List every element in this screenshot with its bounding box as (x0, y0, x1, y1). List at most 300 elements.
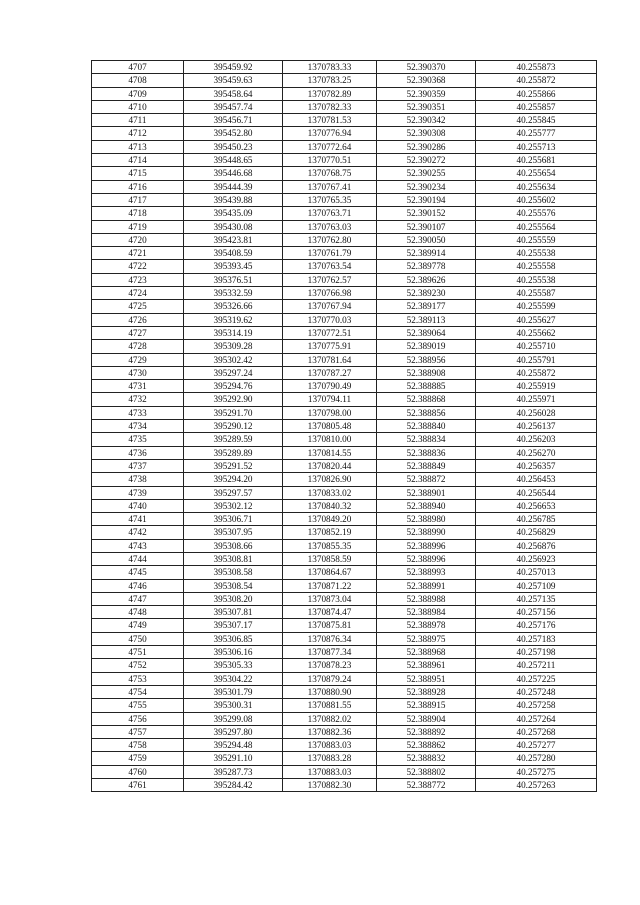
latitude-cell: 52.390255 (377, 167, 476, 180)
table-row (92, 579, 597, 592)
longitude-cell: 40.256203 (476, 433, 597, 446)
x-coordinate-cell: 395305.33 (184, 659, 283, 672)
table-row (92, 127, 597, 140)
y-coordinate-cell: 1370772.51 (283, 326, 377, 339)
x-coordinate-cell: 395306.71 (184, 513, 283, 526)
latitude-cell: 52.388849 (377, 459, 476, 472)
table-row (92, 486, 597, 499)
x-coordinate-cell: 395291.70 (184, 406, 283, 419)
point-number-cell: 4759 (92, 752, 184, 765)
x-coordinate-cell: 395291.52 (184, 459, 283, 472)
x-coordinate-cell: 395284.42 (184, 779, 283, 792)
y-coordinate-cell: 1370882.30 (283, 779, 377, 792)
longitude-cell: 40.255602 (476, 193, 597, 206)
table-row (92, 380, 597, 393)
y-coordinate-cell: 1370794.11 (283, 393, 377, 406)
point-number-cell: 4753 (92, 672, 184, 685)
point-number-cell: 4737 (92, 459, 184, 472)
point-number-cell: 4707 (92, 61, 184, 74)
y-coordinate-cell: 1370833.02 (283, 486, 377, 499)
point-number-cell: 4745 (92, 566, 184, 579)
x-coordinate-cell: 395290.12 (184, 420, 283, 433)
y-coordinate-cell: 1370767.94 (283, 300, 377, 313)
point-number-cell: 4756 (92, 712, 184, 725)
x-coordinate-cell: 395300.31 (184, 699, 283, 712)
point-number-cell: 4751 (92, 646, 184, 659)
latitude-cell: 52.388915 (377, 699, 476, 712)
x-coordinate-cell: 395326.66 (184, 300, 283, 313)
latitude-cell: 52.390272 (377, 154, 476, 167)
x-coordinate-cell: 395302.42 (184, 353, 283, 366)
y-coordinate-cell: 1370763.71 (283, 207, 377, 220)
x-coordinate-cell: 395435.09 (184, 207, 283, 220)
point-number-cell: 4750 (92, 632, 184, 645)
point-number-cell: 4721 (92, 247, 184, 260)
point-number-cell: 4730 (92, 366, 184, 379)
point-number-cell: 4724 (92, 287, 184, 300)
longitude-cell: 40.255857 (476, 100, 597, 113)
y-coordinate-cell: 1370770.51 (283, 154, 377, 167)
point-number-cell: 4736 (92, 446, 184, 459)
longitude-cell: 40.255791 (476, 353, 597, 366)
latitude-cell: 52.388885 (377, 380, 476, 393)
x-coordinate-cell: 395308.58 (184, 566, 283, 579)
x-coordinate-cell: 395408.59 (184, 247, 283, 260)
y-coordinate-cell: 1370810.00 (283, 433, 377, 446)
point-number-cell: 4717 (92, 193, 184, 206)
point-number-cell: 4728 (92, 340, 184, 353)
latitude-cell: 52.388928 (377, 685, 476, 698)
longitude-cell: 40.257135 (476, 592, 597, 605)
longitude-cell: 40.255538 (476, 273, 597, 286)
y-coordinate-cell: 1370761.79 (283, 247, 377, 260)
table-row (92, 646, 597, 659)
y-coordinate-cell: 1370763.03 (283, 220, 377, 233)
y-coordinate-cell: 1370776.94 (283, 127, 377, 140)
table-row (92, 685, 597, 698)
x-coordinate-cell: 395294.48 (184, 739, 283, 752)
longitude-cell: 40.256137 (476, 420, 597, 433)
point-number-cell: 4743 (92, 539, 184, 552)
latitude-cell: 52.388984 (377, 606, 476, 619)
x-coordinate-cell: 395308.66 (184, 539, 283, 552)
point-number-cell: 4722 (92, 260, 184, 273)
longitude-cell: 40.256876 (476, 539, 597, 552)
latitude-cell: 52.389778 (377, 260, 476, 273)
latitude-cell: 52.389914 (377, 247, 476, 260)
x-coordinate-cell: 395430.08 (184, 220, 283, 233)
table-row (92, 114, 597, 127)
table-row (92, 247, 597, 260)
latitude-cell: 52.388968 (377, 646, 476, 659)
x-coordinate-cell: 395307.17 (184, 619, 283, 632)
latitude-cell: 52.390368 (377, 74, 476, 87)
latitude-cell: 52.390050 (377, 233, 476, 246)
y-coordinate-cell: 1370775.91 (283, 340, 377, 353)
y-coordinate-cell: 1370855.35 (283, 539, 377, 552)
latitude-cell: 52.388832 (377, 752, 476, 765)
table-row (92, 433, 597, 446)
latitude-cell: 52.389230 (377, 287, 476, 300)
point-number-cell: 4712 (92, 127, 184, 140)
latitude-cell: 52.388991 (377, 579, 476, 592)
table-row (92, 74, 597, 87)
y-coordinate-cell: 1370883.03 (283, 765, 377, 778)
latitude-cell: 52.388892 (377, 725, 476, 738)
latitude-cell: 52.388990 (377, 526, 476, 539)
longitude-cell: 40.257109 (476, 579, 597, 592)
latitude-cell: 52.390370 (377, 61, 476, 74)
latitude-cell: 52.389113 (377, 313, 476, 326)
x-coordinate-cell: 395308.54 (184, 579, 283, 592)
y-coordinate-cell: 1370768.75 (283, 167, 377, 180)
coordinates-table-body (92, 61, 597, 792)
point-number-cell: 4725 (92, 300, 184, 313)
point-number-cell: 4744 (92, 552, 184, 565)
longitude-cell: 40.257277 (476, 739, 597, 752)
y-coordinate-cell: 1370883.28 (283, 752, 377, 765)
x-coordinate-cell: 395307.95 (184, 526, 283, 539)
latitude-cell: 52.388802 (377, 765, 476, 778)
longitude-cell: 40.257268 (476, 725, 597, 738)
x-coordinate-cell: 395439.88 (184, 193, 283, 206)
table-row (92, 326, 597, 339)
y-coordinate-cell: 1370814.55 (283, 446, 377, 459)
table-row (92, 725, 597, 738)
longitude-cell: 40.255654 (476, 167, 597, 180)
x-coordinate-cell: 395301.79 (184, 685, 283, 698)
table-row (92, 340, 597, 353)
longitude-cell: 40.257225 (476, 672, 597, 685)
longitude-cell: 40.257248 (476, 685, 597, 698)
x-coordinate-cell: 395446.68 (184, 167, 283, 180)
table-row (92, 300, 597, 313)
latitude-cell: 52.388901 (377, 486, 476, 499)
y-coordinate-cell: 1370781.53 (283, 114, 377, 127)
y-coordinate-cell: 1370849.20 (283, 513, 377, 526)
table-row (92, 712, 597, 725)
y-coordinate-cell: 1370871.22 (283, 579, 377, 592)
point-number-cell: 4739 (92, 486, 184, 499)
longitude-cell: 40.255919 (476, 380, 597, 393)
y-coordinate-cell: 1370766.98 (283, 287, 377, 300)
longitude-cell: 40.257156 (476, 606, 597, 619)
table-row (92, 592, 597, 605)
latitude-cell: 52.388996 (377, 539, 476, 552)
x-coordinate-cell: 395308.20 (184, 592, 283, 605)
x-coordinate-cell: 395289.89 (184, 446, 283, 459)
longitude-cell: 40.255564 (476, 220, 597, 233)
y-coordinate-cell: 1370858.59 (283, 552, 377, 565)
table-row (92, 313, 597, 326)
x-coordinate-cell: 395297.80 (184, 725, 283, 738)
point-number-cell: 4758 (92, 739, 184, 752)
x-coordinate-cell: 395459.92 (184, 61, 283, 74)
table-row (92, 393, 597, 406)
table-row (92, 353, 597, 366)
table-row (92, 366, 597, 379)
y-coordinate-cell: 1370883.03 (283, 739, 377, 752)
latitude-cell: 52.390107 (377, 220, 476, 233)
x-coordinate-cell: 395444.39 (184, 180, 283, 193)
point-number-cell: 4749 (92, 619, 184, 632)
table-row (92, 499, 597, 512)
y-coordinate-cell: 1370882.36 (283, 725, 377, 738)
x-coordinate-cell: 395332.59 (184, 287, 283, 300)
point-number-cell: 4723 (92, 273, 184, 286)
x-coordinate-cell: 395287.73 (184, 765, 283, 778)
latitude-cell: 52.388836 (377, 446, 476, 459)
latitude-cell: 52.388856 (377, 406, 476, 419)
longitude-cell: 40.256544 (476, 486, 597, 499)
latitude-cell: 52.388868 (377, 393, 476, 406)
latitude-cell: 52.388951 (377, 672, 476, 685)
longitude-cell: 40.255662 (476, 326, 597, 339)
latitude-cell: 52.388975 (377, 632, 476, 645)
longitude-cell: 40.256028 (476, 406, 597, 419)
longitude-cell: 40.255599 (476, 300, 597, 313)
latitude-cell: 52.390234 (377, 180, 476, 193)
longitude-cell: 40.256785 (476, 513, 597, 526)
y-coordinate-cell: 1370879.24 (283, 672, 377, 685)
y-coordinate-cell: 1370767.41 (283, 180, 377, 193)
point-number-cell: 4734 (92, 420, 184, 433)
x-coordinate-cell: 395459.63 (184, 74, 283, 87)
coordinates-table (91, 60, 597, 792)
longitude-cell: 40.257176 (476, 619, 597, 632)
table-row (92, 566, 597, 579)
table-row (92, 167, 597, 180)
y-coordinate-cell: 1370782.89 (283, 87, 377, 100)
y-coordinate-cell: 1370826.90 (283, 473, 377, 486)
x-coordinate-cell: 395309.28 (184, 340, 283, 353)
latitude-cell: 52.388940 (377, 499, 476, 512)
latitude-cell: 52.388840 (377, 420, 476, 433)
x-coordinate-cell: 395314.19 (184, 326, 283, 339)
point-number-cell: 4732 (92, 393, 184, 406)
x-coordinate-cell: 395294.76 (184, 380, 283, 393)
longitude-cell: 40.255559 (476, 233, 597, 246)
x-coordinate-cell: 395306.85 (184, 632, 283, 645)
latitude-cell: 52.389064 (377, 326, 476, 339)
longitude-cell: 40.255845 (476, 114, 597, 127)
point-number-cell: 4710 (92, 100, 184, 113)
latitude-cell: 52.388956 (377, 353, 476, 366)
longitude-cell: 40.256453 (476, 473, 597, 486)
y-coordinate-cell: 1370805.48 (283, 420, 377, 433)
x-coordinate-cell: 395456.71 (184, 114, 283, 127)
table-row (92, 446, 597, 459)
x-coordinate-cell: 395297.24 (184, 366, 283, 379)
table-row (92, 539, 597, 552)
y-coordinate-cell: 1370876.34 (283, 632, 377, 645)
point-number-cell: 4738 (92, 473, 184, 486)
point-number-cell: 4714 (92, 154, 184, 167)
latitude-cell: 52.388834 (377, 433, 476, 446)
x-coordinate-cell: 395289.59 (184, 433, 283, 446)
latitude-cell: 52.388872 (377, 473, 476, 486)
longitude-cell: 40.256653 (476, 499, 597, 512)
latitude-cell: 52.388980 (377, 513, 476, 526)
latitude-cell: 52.390152 (377, 207, 476, 220)
latitude-cell: 52.388988 (377, 592, 476, 605)
table-row (92, 61, 597, 74)
x-coordinate-cell: 395423.81 (184, 233, 283, 246)
longitude-cell: 40.255713 (476, 140, 597, 153)
latitude-cell: 52.388904 (377, 712, 476, 725)
point-number-cell: 4719 (92, 220, 184, 233)
point-number-cell: 4755 (92, 699, 184, 712)
latitude-cell: 52.390194 (377, 193, 476, 206)
x-coordinate-cell: 395308.81 (184, 552, 283, 565)
point-number-cell: 4746 (92, 579, 184, 592)
y-coordinate-cell: 1370852.19 (283, 526, 377, 539)
latitude-cell: 52.390359 (377, 87, 476, 100)
y-coordinate-cell: 1370783.33 (283, 61, 377, 74)
y-coordinate-cell: 1370782.33 (283, 100, 377, 113)
table-row (92, 207, 597, 220)
latitude-cell: 52.388961 (377, 659, 476, 672)
y-coordinate-cell: 1370882.02 (283, 712, 377, 725)
longitude-cell: 40.255710 (476, 340, 597, 353)
x-coordinate-cell: 395302.12 (184, 499, 283, 512)
longitude-cell: 40.255866 (476, 87, 597, 100)
point-number-cell: 4709 (92, 87, 184, 100)
point-number-cell: 4727 (92, 326, 184, 339)
table-row (92, 513, 597, 526)
point-number-cell: 4708 (92, 74, 184, 87)
table-row (92, 552, 597, 565)
x-coordinate-cell: 395306.16 (184, 646, 283, 659)
longitude-cell: 40.255872 (476, 366, 597, 379)
x-coordinate-cell: 395452.80 (184, 127, 283, 140)
longitude-cell: 40.255971 (476, 393, 597, 406)
latitude-cell: 52.389626 (377, 273, 476, 286)
point-number-cell: 4729 (92, 353, 184, 366)
table-row (92, 699, 597, 712)
longitude-cell: 40.256270 (476, 446, 597, 459)
y-coordinate-cell: 1370873.04 (283, 592, 377, 605)
y-coordinate-cell: 1370881.55 (283, 699, 377, 712)
point-number-cell: 4733 (92, 406, 184, 419)
x-coordinate-cell: 395457.74 (184, 100, 283, 113)
latitude-cell: 52.389177 (377, 300, 476, 313)
y-coordinate-cell: 1370877.34 (283, 646, 377, 659)
longitude-cell: 40.257183 (476, 632, 597, 645)
longitude-cell: 40.256829 (476, 526, 597, 539)
point-number-cell: 4713 (92, 140, 184, 153)
point-number-cell: 4748 (92, 606, 184, 619)
longitude-cell: 40.255872 (476, 74, 597, 87)
table-row (92, 779, 597, 792)
x-coordinate-cell: 395297.57 (184, 486, 283, 499)
longitude-cell: 40.255873 (476, 61, 597, 74)
latitude-cell: 52.388978 (377, 619, 476, 632)
point-number-cell: 4760 (92, 765, 184, 778)
x-coordinate-cell: 395450.23 (184, 140, 283, 153)
table-row (92, 154, 597, 167)
table-row (92, 140, 597, 153)
y-coordinate-cell: 1370765.35 (283, 193, 377, 206)
longitude-cell: 40.257280 (476, 752, 597, 765)
point-number-cell: 4747 (92, 592, 184, 605)
longitude-cell: 40.257263 (476, 779, 597, 792)
longitude-cell: 40.257264 (476, 712, 597, 725)
table-row (92, 606, 597, 619)
longitude-cell: 40.255634 (476, 180, 597, 193)
table-row (92, 739, 597, 752)
longitude-cell: 40.255681 (476, 154, 597, 167)
table-row (92, 100, 597, 113)
table-row (92, 273, 597, 286)
latitude-cell: 52.388908 (377, 366, 476, 379)
y-coordinate-cell: 1370762.80 (283, 233, 377, 246)
latitude-cell: 52.390286 (377, 140, 476, 153)
longitude-cell: 40.257198 (476, 646, 597, 659)
longitude-cell: 40.255777 (476, 127, 597, 140)
table-row (92, 233, 597, 246)
table-row (92, 260, 597, 273)
point-number-cell: 4740 (92, 499, 184, 512)
x-coordinate-cell: 395448.65 (184, 154, 283, 167)
point-number-cell: 4741 (92, 513, 184, 526)
table-row (92, 765, 597, 778)
latitude-cell: 52.390308 (377, 127, 476, 140)
longitude-cell: 40.257211 (476, 659, 597, 672)
point-number-cell: 4742 (92, 526, 184, 539)
table-row (92, 632, 597, 645)
point-number-cell: 4726 (92, 313, 184, 326)
table-row (92, 473, 597, 486)
y-coordinate-cell: 1370783.25 (283, 74, 377, 87)
table-row (92, 193, 597, 206)
y-coordinate-cell: 1370864.67 (283, 566, 377, 579)
x-coordinate-cell: 395299.08 (184, 712, 283, 725)
x-coordinate-cell: 395292.90 (184, 393, 283, 406)
x-coordinate-cell: 395307.81 (184, 606, 283, 619)
y-coordinate-cell: 1370874.47 (283, 606, 377, 619)
x-coordinate-cell: 395291.10 (184, 752, 283, 765)
table-row (92, 619, 597, 632)
point-number-cell: 4735 (92, 433, 184, 446)
x-coordinate-cell: 395458.64 (184, 87, 283, 100)
longitude-cell: 40.256923 (476, 552, 597, 565)
table-row (92, 459, 597, 472)
x-coordinate-cell: 395393.45 (184, 260, 283, 273)
x-coordinate-cell: 395319.62 (184, 313, 283, 326)
table-row (92, 420, 597, 433)
y-coordinate-cell: 1370762.57 (283, 273, 377, 286)
latitude-cell: 52.389019 (377, 340, 476, 353)
longitude-cell: 40.257258 (476, 699, 597, 712)
y-coordinate-cell: 1370787.27 (283, 366, 377, 379)
longitude-cell: 40.257275 (476, 765, 597, 778)
point-number-cell: 4752 (92, 659, 184, 672)
latitude-cell: 52.388862 (377, 739, 476, 752)
point-number-cell: 4716 (92, 180, 184, 193)
x-coordinate-cell: 395376.51 (184, 273, 283, 286)
y-coordinate-cell: 1370770.03 (283, 313, 377, 326)
table-row (92, 220, 597, 233)
table-row (92, 87, 597, 100)
point-number-cell: 4715 (92, 167, 184, 180)
point-number-cell: 4757 (92, 725, 184, 738)
latitude-cell: 52.388993 (377, 566, 476, 579)
longitude-cell: 40.255558 (476, 260, 597, 273)
table-row (92, 287, 597, 300)
y-coordinate-cell: 1370781.64 (283, 353, 377, 366)
y-coordinate-cell: 1370763.54 (283, 260, 377, 273)
